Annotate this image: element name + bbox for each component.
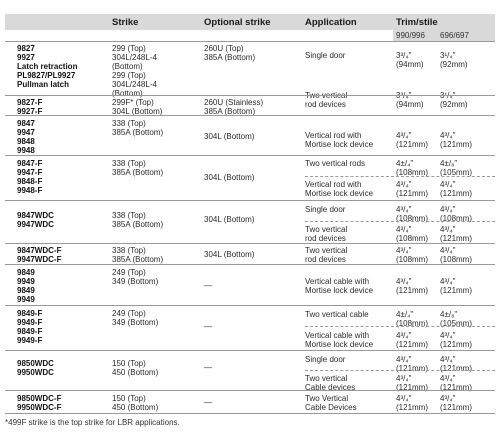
model-number: 9849	[17, 286, 35, 295]
model-number: 9850WDC	[17, 359, 54, 368]
model-number: 9927-F	[17, 107, 43, 116]
trim-696-697-value: (108mm)	[440, 255, 473, 264]
application-value: rod devices	[305, 255, 346, 264]
sub-row-divider	[305, 221, 495, 222]
strike-value: 299 (Top)	[112, 44, 146, 53]
model-number: 9849-F	[17, 309, 43, 318]
application-value: Two vertical cable	[305, 310, 369, 319]
optional-strike-value: 260U (Top)	[204, 44, 244, 53]
optional-strike-value: —	[204, 322, 212, 331]
model-number: 9827	[17, 44, 35, 53]
trim-990-996-value: 4³/₄"	[396, 277, 412, 286]
model-number: 9849	[17, 268, 35, 277]
row-divider	[5, 200, 495, 201]
row-divider	[5, 115, 495, 116]
trim-990-996-value: 3³/₄"	[396, 91, 412, 100]
strike-value: 304L (Bottom)	[112, 107, 163, 116]
model-number: 9847WDC	[17, 211, 54, 220]
row-divider	[5, 390, 495, 391]
trim-696-697-value: (108mm)	[440, 214, 473, 223]
strike-value: 349 (Bottom)	[112, 277, 159, 286]
header-application: Application	[305, 17, 357, 28]
row-divider	[5, 350, 495, 351]
row-divider	[5, 413, 495, 414]
trim-696-697-value: 4±/₈"	[440, 159, 458, 168]
footnote: *499F strike is the top strike for LBR applications.	[5, 418, 180, 427]
trim-696-697-value: 4³/₄"	[440, 131, 456, 140]
trim-990-996-value: 4³/₄"	[396, 331, 412, 340]
model-number: Latch retraction	[17, 62, 78, 71]
trim-696-697-value: (92mm)	[440, 100, 468, 109]
trim-990-996-value: 4³/₄"	[396, 180, 412, 189]
application-value: Mortise lock device	[305, 340, 374, 349]
application-value: Vertical cable with	[305, 277, 370, 286]
strike-value: 304L/248L-4	[112, 80, 157, 89]
application-value: Mortise lock device	[305, 286, 374, 295]
model-number: 9947WDC	[17, 220, 54, 229]
trim-990-996-value: (121mm)	[396, 189, 429, 198]
application-value: rod devices	[305, 100, 346, 109]
strike-value: 304L/248L-4	[112, 53, 157, 62]
application-value: Two vertical	[305, 374, 348, 383]
model-number: 9949-F	[17, 336, 43, 345]
trim-696-697-value: 4³/₄"	[440, 205, 456, 214]
header-trim-stile: Trim/stile	[396, 17, 438, 28]
row-divider	[5, 305, 495, 306]
strike-value: 150 (Top)	[112, 359, 146, 368]
model-number: 9949	[17, 295, 35, 304]
model-number: 9949-F	[17, 318, 43, 327]
trim-696-697-value: 3¹/₄"	[440, 91, 456, 100]
application-value: Single door	[305, 205, 346, 214]
optional-strike-value: —	[204, 363, 212, 372]
trim-990-996-value: 4³/₄"	[396, 131, 412, 140]
trim-696-697-value: 4³/₄"	[440, 394, 456, 403]
trim-990-996-value: (121mm)	[396, 140, 429, 149]
strike-value: 249 (Top)	[112, 268, 146, 277]
optional-strike-value: 304L (Bottom)	[204, 250, 255, 259]
model-number: Pullman latch	[17, 80, 70, 89]
trim-990-996-value: (121mm)	[396, 286, 429, 295]
sub-row-divider	[305, 326, 495, 327]
trim-696-697-value: 4³/₄"	[440, 246, 456, 255]
model-number: 9948	[17, 146, 35, 155]
model-number: 9947-F	[17, 168, 43, 177]
trim-990-996-value: (121mm)	[396, 340, 429, 349]
header-strike: Strike	[112, 17, 139, 28]
trim-696-697-value: (121mm)	[440, 383, 473, 392]
trim-990-996-value: (108mm)	[396, 255, 429, 264]
trim-696-697-value: 4³/₄"	[440, 374, 456, 383]
trim-696-697-value: (121mm)	[440, 340, 473, 349]
strike-value: 385A (Bottom)	[112, 128, 164, 137]
optional-strike-value: 304L (Bottom)	[204, 132, 255, 141]
trim-696-697-value: 4±/₈"	[440, 310, 458, 319]
model-number: 9949	[17, 277, 35, 286]
trim-990-996-value: 4³/₄"	[396, 355, 412, 364]
application-value: Two vertical	[305, 246, 348, 255]
strike-value: 385A (Bottom)	[112, 255, 164, 264]
trim-696-697-value: 4³/₄"	[440, 225, 456, 234]
application-value: Cable Devices	[305, 403, 357, 412]
model-number: 9849-F	[17, 327, 43, 336]
row-divider	[5, 243, 495, 244]
model-number: 9927	[17, 53, 35, 62]
optional-strike-value: 304L (Bottom)	[204, 173, 255, 182]
trim-990-996-value: 4³/₄"	[396, 225, 412, 234]
strike-value: 338 (Top)	[112, 119, 146, 128]
trim-696-697-value: (121mm)	[440, 140, 473, 149]
row-divider	[5, 95, 495, 96]
optional-strike-value: —	[204, 398, 212, 407]
strike-value: 385A (Bottom)	[112, 168, 164, 177]
trim-990-996-value: 4±/₄"	[396, 310, 414, 319]
header-trim-696-697: 696/697	[440, 31, 469, 40]
model-number: PL9827/PL9927	[17, 71, 76, 80]
application-value: Vertical cable with	[305, 331, 370, 340]
trim-990-996-value: 4³/₄"	[396, 374, 412, 383]
trim-990-996-value: 4±/₄"	[396, 159, 414, 168]
strike-value: 349 (Bottom)	[112, 318, 159, 327]
trim-696-697-value: 3¹/₄"	[440, 51, 456, 60]
strike-value: (Bottom)	[112, 89, 143, 98]
trim-990-996-value: (108mm)	[396, 234, 429, 243]
model-number: 9850WDC-F	[17, 394, 62, 403]
model-number: 9847-F	[17, 159, 43, 168]
trim-696-697-value: (121mm)	[440, 403, 473, 412]
application-value: Two Vertical	[305, 394, 349, 403]
trim-696-697-value: 4³/₄"	[440, 180, 456, 189]
model-number: 9950WDC-F	[17, 403, 62, 412]
model-number: 9827-F	[17, 98, 43, 107]
header-trim-990-996: 990/996	[396, 31, 425, 40]
model-number: 9847	[17, 119, 35, 128]
trim-696-697-value: (105mm)	[440, 168, 473, 177]
trim-990-996-value: 4³/₄"	[396, 394, 412, 403]
application-value: Mortise lock device	[305, 140, 374, 149]
trim-696-697-value: (121mm)	[440, 189, 473, 198]
strike-value: 249 (Top)	[112, 309, 146, 318]
application-value: rod devices	[305, 234, 346, 243]
application-value: Single door	[305, 355, 346, 364]
trim-696-697-value: (105mm)	[440, 319, 473, 328]
row-divider	[5, 264, 495, 265]
trim-696-697-value: (121mm)	[440, 286, 473, 295]
row-divider	[5, 155, 495, 156]
application-value: Vertical rod with	[305, 180, 362, 189]
row-divider	[5, 41, 495, 42]
optional-strike-value: —	[204, 281, 212, 290]
trim-990-996-value: (94mm)	[396, 100, 424, 109]
trim-696-697-value: (121mm)	[440, 234, 473, 243]
sub-row-divider	[305, 176, 495, 177]
strike-value: (Bottom)	[112, 62, 143, 71]
model-number: 9948-F	[17, 186, 43, 195]
strike-value: 450 (Bottom)	[112, 403, 159, 412]
trim-696-697-value: 4³/₄"	[440, 355, 456, 364]
application-value: Two vertical rods	[305, 159, 366, 168]
trim-990-996-value: 4³/₄"	[396, 246, 412, 255]
model-number: 9950WDC	[17, 368, 54, 377]
trim-696-697-value: 4³/₄"	[440, 277, 456, 286]
trim-990-996-value: (108mm)	[396, 319, 429, 328]
strike-value: 299 (Top)	[112, 71, 146, 80]
model-number: 9947	[17, 128, 35, 137]
application-value: Vertical rod with	[305, 131, 362, 140]
optional-strike-value: 385A (Bottom)	[204, 107, 256, 116]
strike-value: 338 (Top)	[112, 246, 146, 255]
application-value: Two vertical	[305, 225, 348, 234]
optional-strike-value: 385A (Bottom)	[204, 53, 256, 62]
strike-value: 450 (Bottom)	[112, 368, 159, 377]
model-number: 9848-F	[17, 177, 43, 186]
model-number: 9947WDC-F	[17, 255, 62, 264]
trim-696-697-value: 4³/₄"	[440, 331, 456, 340]
trim-990-996-value: (121mm)	[396, 383, 429, 392]
strike-value: 338 (Top)	[112, 159, 146, 168]
trim-990-996-value: (108mm)	[396, 168, 429, 177]
trim-990-996-value: 3³/₄"	[396, 51, 412, 60]
header-optional-strike: Optional strike	[204, 17, 271, 28]
application-value: Cable devices	[305, 383, 356, 392]
trim-990-996-value: (121mm)	[396, 403, 429, 412]
application-value: Single door	[305, 51, 346, 60]
model-number: 9848	[17, 137, 35, 146]
strike-value: 385A (Bottom)	[112, 220, 164, 229]
application-value: Mortise lock device	[305, 189, 374, 198]
trim-990-996-value: (121mm)	[396, 364, 429, 373]
trim-990-996-value: 4³/₄"	[396, 205, 412, 214]
strike-value: 150 (Top)	[112, 394, 146, 403]
application-value: Two vertical	[305, 91, 348, 100]
trim-990-996-value: (108mm)	[396, 214, 429, 223]
strike-value: 299F* (Top)	[112, 98, 154, 107]
trim-990-996-value: (94mm)	[396, 60, 424, 69]
strike-value: 338 (Top)	[112, 211, 146, 220]
model-number: 9847WDC-F	[17, 246, 62, 255]
trim-696-697-value: (121mm)	[440, 364, 473, 373]
optional-strike-value: 260U (Stainless)	[204, 98, 264, 107]
sub-row-divider	[305, 370, 495, 371]
optional-strike-value: 304L (Bottom)	[204, 215, 255, 224]
trim-696-697-value: (92mm)	[440, 60, 468, 69]
